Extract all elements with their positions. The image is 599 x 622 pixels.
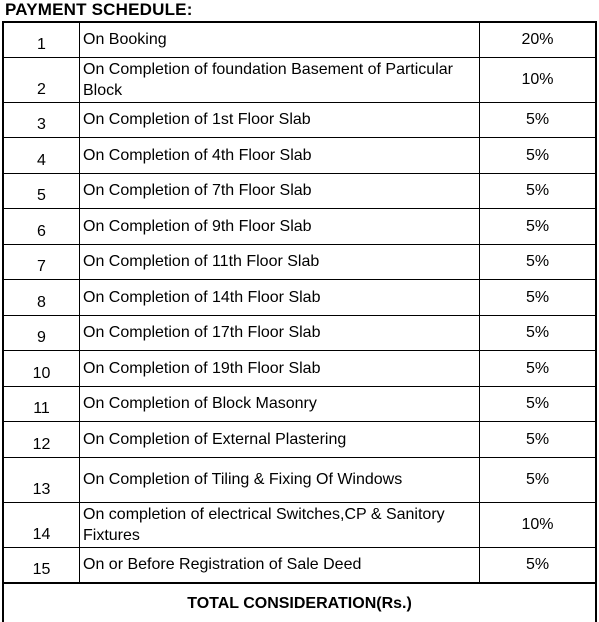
total-consideration-label: TOTAL CONSIDERATION(Rs.)	[187, 595, 412, 612]
payment-percent: 10%	[480, 502, 597, 547]
row-number: 7	[3, 244, 80, 279]
stage-description: On Completion of External Plastering	[80, 421, 480, 457]
payment-percent: 5%	[480, 350, 597, 386]
table-row	[3, 244, 596, 279]
stage-description: On Completion of 7th Floor Slab	[80, 173, 480, 208]
row-number: 15	[3, 547, 80, 582]
stage-description: On Completion of 17th Floor Slab	[80, 315, 480, 350]
payment-percent: 5%	[480, 208, 597, 244]
payment-percent: 5%	[480, 173, 597, 208]
payment-percent: 5%	[480, 244, 597, 279]
table-row	[3, 315, 596, 350]
row-number: 9	[3, 315, 80, 350]
table-row	[3, 457, 596, 502]
row-number: 4	[3, 137, 80, 173]
table-row	[3, 386, 596, 421]
row-number: 8	[3, 279, 80, 315]
row-number: 2	[3, 57, 80, 102]
stage-description: On Completion of Tiling & Fixing Of Windows	[80, 457, 480, 502]
table-row	[3, 22, 596, 57]
payment-percent: 5%	[480, 102, 597, 137]
stage-description: On Completion of foundation Basement of Particular Block	[80, 57, 480, 102]
row-number: 10	[3, 350, 80, 386]
row-number: 11	[3, 386, 80, 421]
row-number: 12	[3, 421, 80, 457]
payment-percent: 5%	[480, 315, 597, 350]
stage-description: On Booking	[80, 22, 480, 57]
payment-schedule-table	[2, 21, 597, 583]
table-row	[3, 57, 596, 102]
payment-percent: 10%	[480, 57, 597, 102]
table-row	[3, 502, 596, 547]
payment-percent: 5%	[480, 137, 597, 173]
row-number: 1	[3, 22, 80, 57]
payment-percent: 5%	[480, 279, 597, 315]
page-title: PAYMENT SCHEDULE:	[5, 0, 193, 19]
table-row	[3, 547, 596, 582]
table-row	[3, 279, 596, 315]
stage-description: On Completion of 9th Floor Slab	[80, 208, 480, 244]
table-row	[3, 208, 596, 244]
table-row	[3, 350, 596, 386]
table-row	[3, 173, 596, 208]
total-consideration-row	[2, 582, 597, 622]
stage-description: On Completion of 19th Floor Slab	[80, 350, 480, 386]
stage-description: On or Before Registration of Sale Deed	[80, 547, 480, 582]
stage-description: On Completion of 1st Floor Slab	[80, 102, 480, 137]
row-number: 6	[3, 208, 80, 244]
table-row	[3, 421, 596, 457]
stage-description: On Completion of Block Masonry	[80, 386, 480, 421]
stage-description: On completion of electrical Switches,CP & Sanitory Fixtures	[80, 502, 480, 547]
payment-percent: 20%	[480, 22, 597, 57]
payment-percent: 5%	[480, 386, 597, 421]
payment-percent: 5%	[480, 547, 597, 582]
payment-percent: 5%	[480, 457, 597, 502]
payment-percent: 5%	[480, 421, 597, 457]
row-number: 5	[3, 173, 80, 208]
row-number: 13	[3, 457, 80, 502]
row-number: 14	[3, 502, 80, 547]
stage-description: On Completion of 4th Floor Slab	[80, 137, 480, 173]
stage-description: On Completion of 14th Floor Slab	[80, 279, 480, 315]
stage-description: On Completion of 11th Floor Slab	[80, 244, 480, 279]
table-row	[3, 102, 596, 137]
table-row	[3, 137, 596, 173]
row-number: 3	[3, 102, 80, 137]
